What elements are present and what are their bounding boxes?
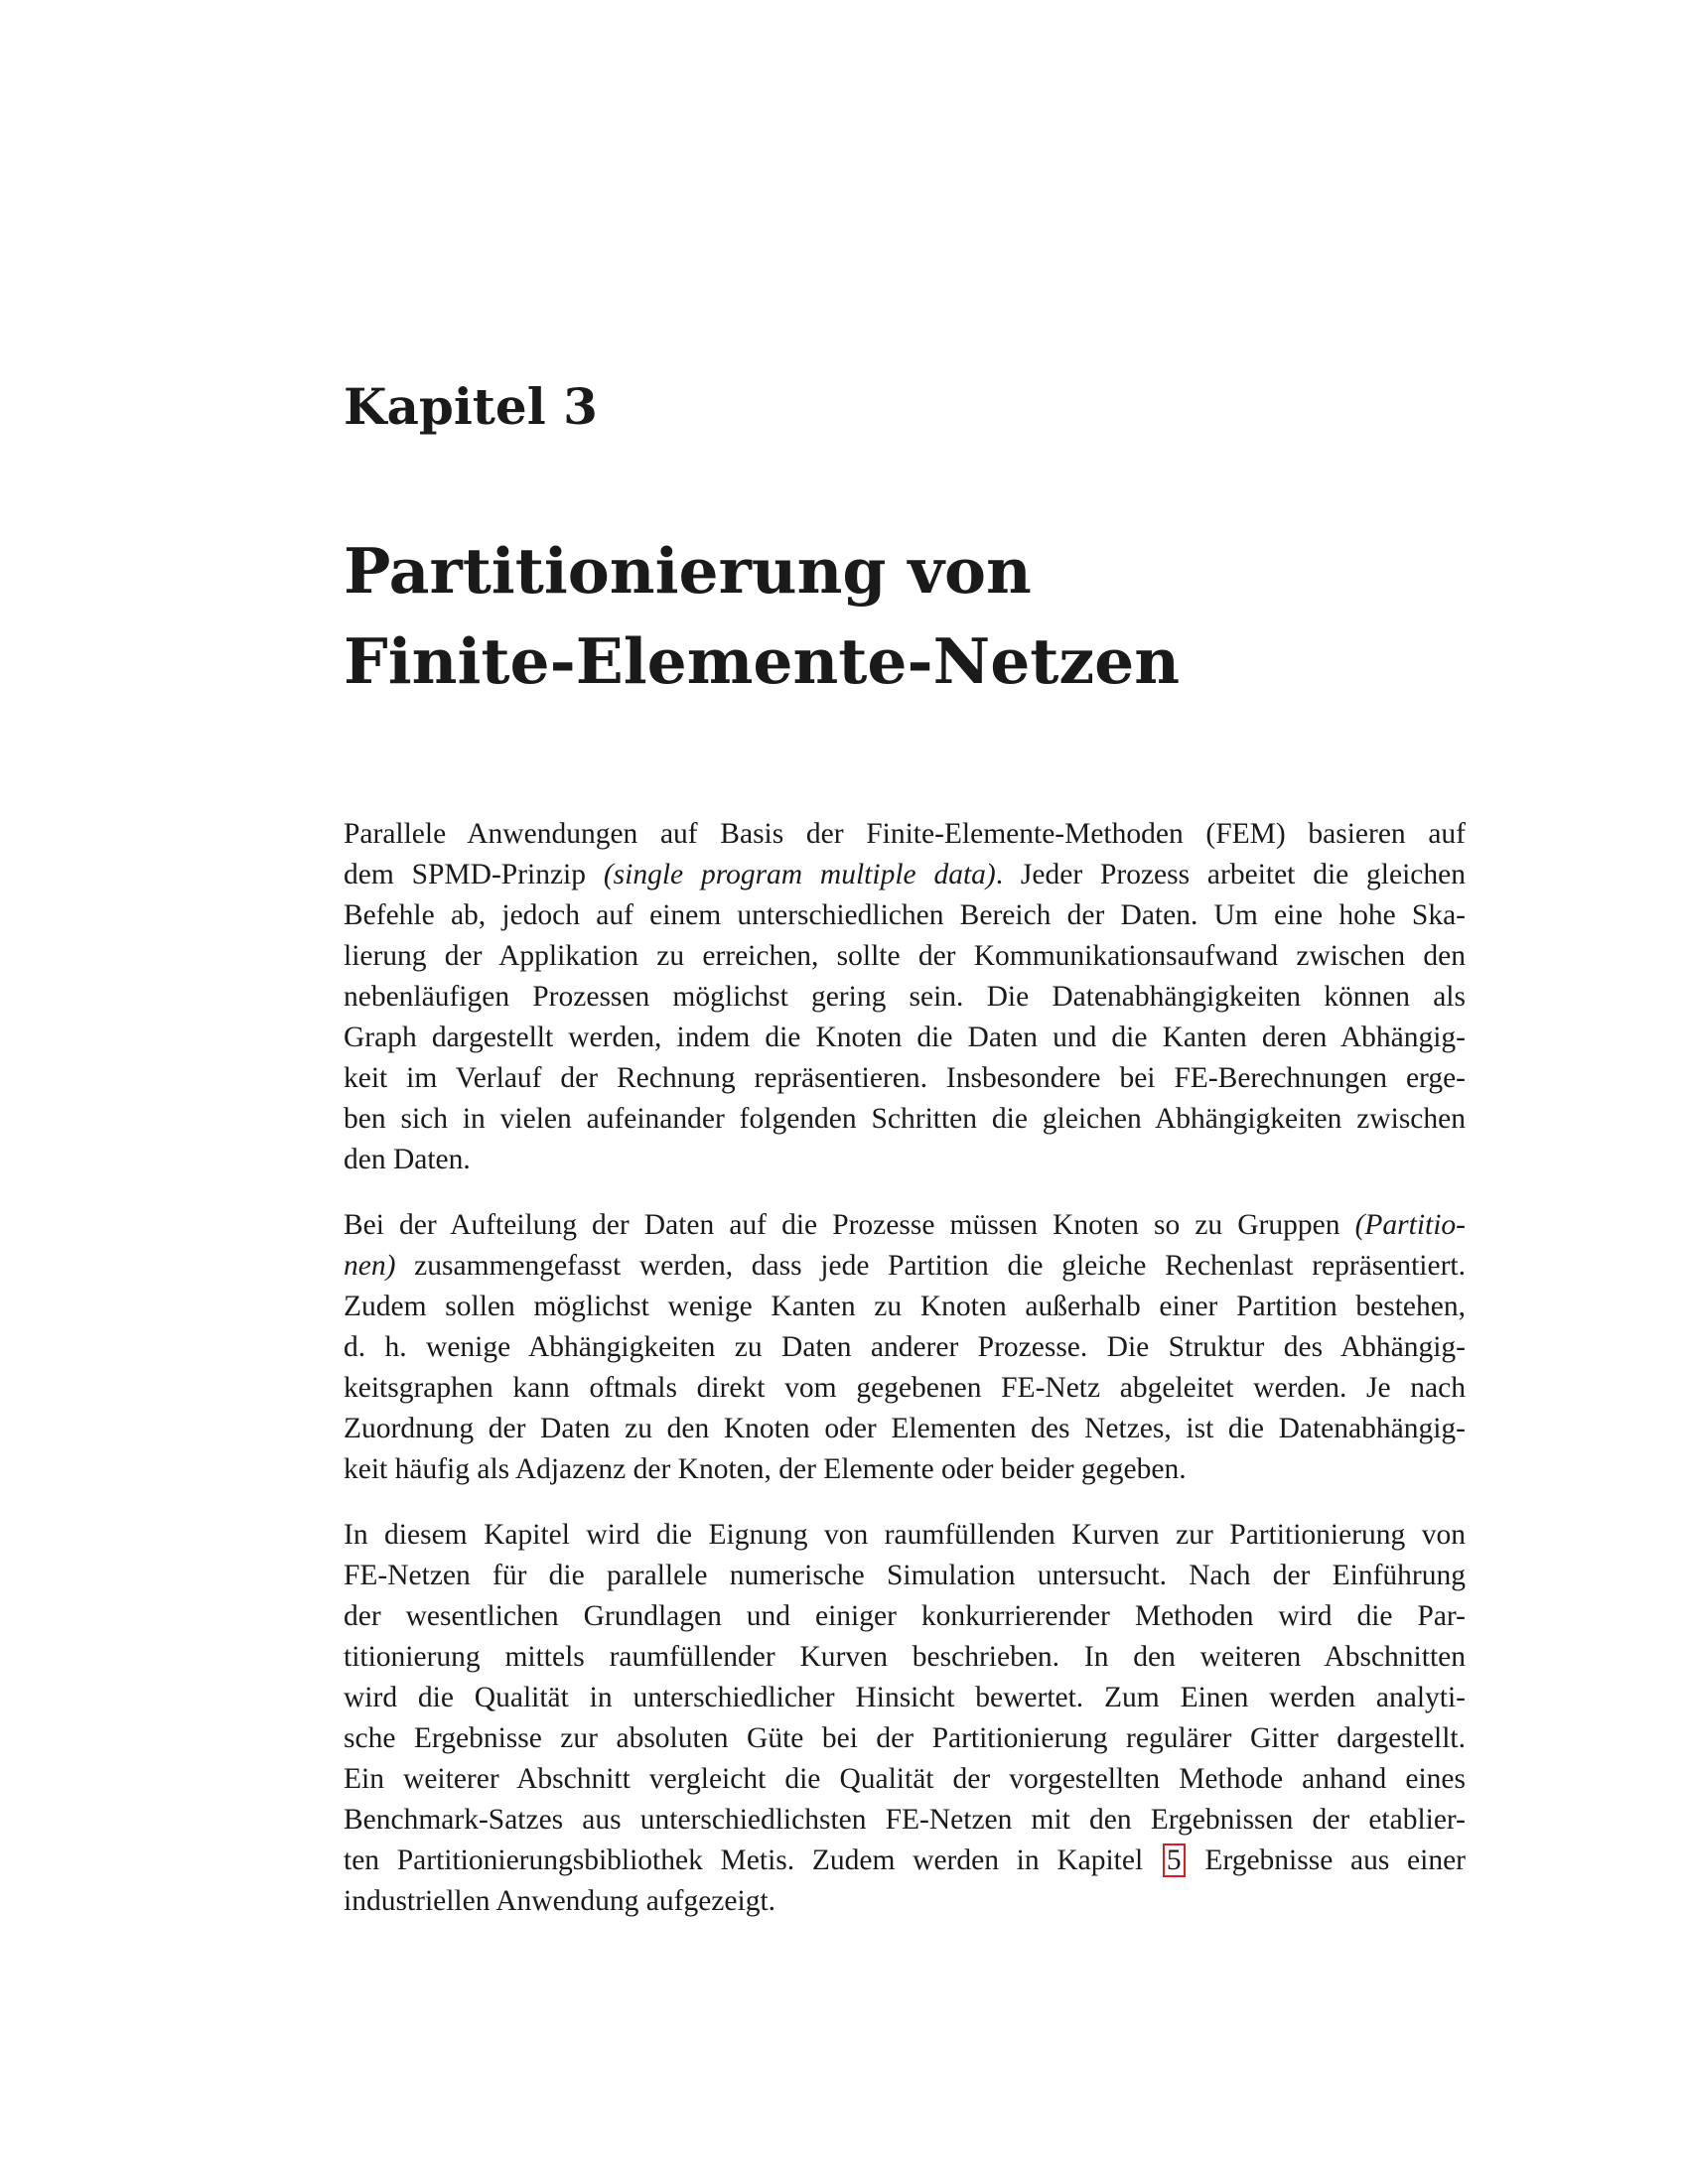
text-line: d. h. wenige Abhängigkeiten zu Daten anderer Prozesse. Die Struktur des Abhängig- (344, 1331, 1466, 1363)
text-line: Zuordnung der Daten zu den Knoten oder Elementen des Netzes, ist die Datenabhängig- (344, 1413, 1466, 1444)
chapter-title (344, 526, 1466, 707)
text-line: Befehle ab, jedoch auf einem unterschiedlichen Bereich der Daten. Um eine hohe Ska- (344, 899, 1466, 931)
text-line: der wesentlichen Grundlagen und einiger konkurrierender Methoden wird die Par- (344, 1600, 1466, 1632)
chapter-label: Kapitel 3 (344, 377, 598, 436)
text-line: Zudem sollen möglichst wenige Kanten zu Knoten außerhalb einer Partition bestehen, (344, 1291, 1466, 1322)
text-line: wird die Qualität in unterschiedlicher Hinsicht bewertet. Zum Einen werden analyti- (344, 1682, 1466, 1713)
text-line: keitsgraphen kann oftmals direkt vom gegebenen FE-Netz abgeleitet werden. Je nach (344, 1372, 1466, 1404)
text-line: lierung der Applikation zu erreichen, sollte der Kommunikationsaufwand zwischen den (344, 940, 1466, 972)
emphasized-text: (Partitio- (1354, 1209, 1466, 1241)
chapter-page (344, 377, 1466, 1947)
text-line: Ein weiterer Abschnitt vergleicht die Qualität der vorgestellten Methode anhand eines (344, 1763, 1466, 1795)
text-line: Bei der Aufteilung der Daten auf die Prozesse müssen Knoten so zu Gruppen (Partitio- (344, 1209, 1466, 1241)
text-line: nen) zusammengefasst werden, dass jede Partition die gleiche Rechenlast repräsentiert. (344, 1250, 1466, 1282)
emphasized-text: nen) (344, 1250, 396, 1282)
text-line: ten Partitionierungsbibliothek Metis. Zudem werden in Kapitel 5 Ergebnisse aus einer (344, 1844, 1467, 1876)
body-text (344, 814, 1466, 1922)
chapter-title-line: Finite-Elemente-Netzen (344, 624, 1181, 698)
text-line: titionierung mittels raumfüllender Kurven beschrieben. In den weiteren Abschnitten (344, 1641, 1466, 1673)
text-line: keit im Verlauf der Rechnung repräsentieren. Insbesondere bei FE-Berechnungen erge- (344, 1062, 1466, 1094)
text-line: FE-Netzen für die parallele numerische Simulation untersucht. Nach der Einführung (344, 1560, 1466, 1591)
text-line: Graph dargestellt werden, indem die Knoten die Daten und die Kanten deren Abhängig- (344, 1022, 1466, 1053)
text-line: Benchmark-Satzes aus unterschiedlichsten FE-Netzen mit den Ergebnissen der etablier- (344, 1804, 1466, 1836)
text-line: keit häufig als Adjazenz der Knoten, der Elemente oder beider gegeben. (344, 1453, 1187, 1485)
text-line: ben sich in vielen aufeinander folgenden Schritten die gleichen Abhängigkeiten zwischen (344, 1103, 1466, 1135)
text-line: sche Ergebnisse zur absoluten Güte bei der Partitionierung regulärer Gitter dargestellt. (344, 1722, 1466, 1754)
chapter-title-line: Partitionierung von (344, 534, 1032, 608)
text-line: den Daten. (344, 1144, 471, 1175)
chapter-reference-link[interactable]: 5 (1163, 1843, 1186, 1877)
text-line: industriellen Anwendung aufgezeigt. (344, 1885, 776, 1917)
text-line: Parallele Anwendungen auf Basis der Finite-Elemente-Methoden (FEM) basieren auf (344, 818, 1466, 850)
text-line: nebenläufigen Prozessen möglichst gering sein. Die Datenabhängigkeiten können als (344, 981, 1466, 1013)
emphasized-text: (single program multiple data) (603, 859, 996, 890)
text-line: In diesem Kapitel wird die Eignung von raumfüllenden Kurven zur Partitionierung von (344, 1519, 1466, 1551)
paragraph (344, 814, 1466, 1180)
text-line: dem SPMD-Prinzip (single program multiple data). Jeder Prozess arbeitet die gleichen (344, 859, 1466, 890)
paragraph (344, 1515, 1466, 1922)
paragraph (344, 1205, 1466, 1490)
